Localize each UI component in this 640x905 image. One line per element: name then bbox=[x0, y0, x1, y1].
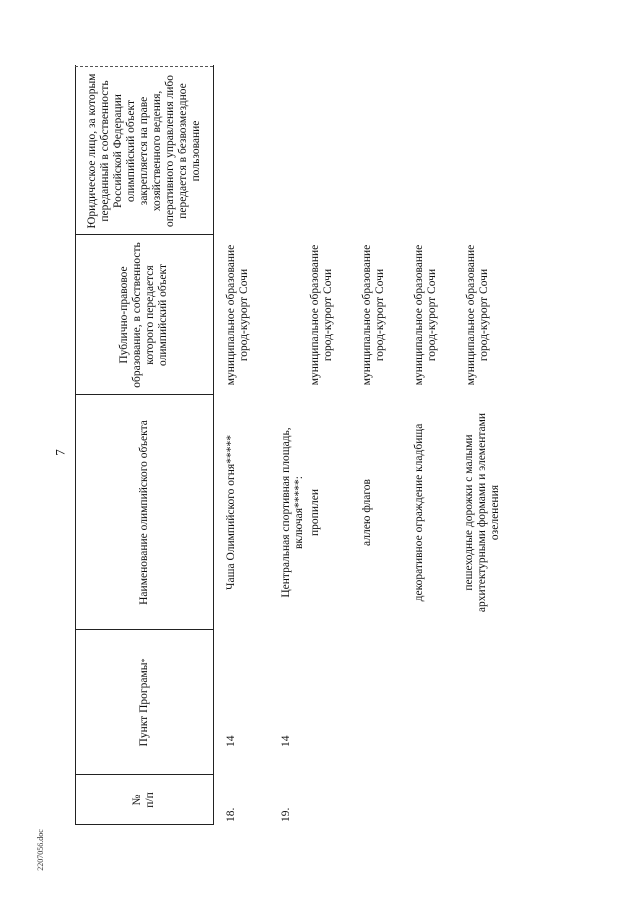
col-divider bbox=[75, 629, 213, 630]
header-num: № п/п bbox=[131, 792, 156, 808]
subitem-entity: муниципальное образование город-курорт Сочи bbox=[413, 244, 438, 386]
header-program-item-label: Пункт Програмы bbox=[137, 662, 150, 747]
col-divider bbox=[75, 394, 213, 395]
header-program-item-sup: * bbox=[139, 658, 149, 663]
header-program-item bbox=[75, 630, 213, 775]
row-18-name: Чаша Олимпийского огня***** bbox=[225, 435, 237, 590]
col-divider bbox=[75, 66, 213, 67]
row-19-item: 14 bbox=[280, 735, 292, 747]
subitem-name: пешеходные дорожки с малыми архитектурными формами и элементами озеленения bbox=[463, 412, 501, 613]
header-object-name: Наименование олимпийского объекта bbox=[137, 420, 150, 605]
col-divider bbox=[75, 234, 213, 235]
header-public-entity: Публично-правовое образование, в собственность которого передается олимпийский объект bbox=[118, 242, 169, 388]
row-18-entity: муниципальное образование город-курорт Сочи bbox=[225, 244, 250, 386]
row-18-num: 18. bbox=[225, 807, 237, 822]
col-divider bbox=[75, 774, 213, 775]
subitem-entity: муниципальное образование город-курорт Сочи bbox=[361, 244, 386, 386]
row-19-name: Центральная спортивная площадь, включая*****: bbox=[280, 427, 305, 598]
page-number: 7 bbox=[52, 449, 68, 456]
row-19-num: 19. bbox=[280, 807, 292, 822]
document-filename: 2207056.doc bbox=[36, 829, 45, 871]
header-bottom-border bbox=[213, 65, 214, 825]
row-18-item: 14 bbox=[225, 735, 237, 747]
header-legal-entity: Юридическое лицо, за которым переданный в собственность Российской Федерации олимпийский объект закрепляется на праве хозяйственного ведения, оперативного управления либо передается в безвозмездное пользование bbox=[85, 73, 202, 229]
col-divider bbox=[75, 824, 213, 825]
subitem-name: пропилеи bbox=[309, 489, 321, 536]
subitem-name: аллею флагов bbox=[361, 479, 373, 546]
table-header-row bbox=[75, 65, 213, 825]
rotated-table bbox=[75, 65, 525, 825]
subitem-entity: муниципальное образование город-курорт Сочи bbox=[465, 244, 490, 386]
subitem-name: декоративное ограждение кладбища bbox=[413, 423, 425, 602]
subitem-entity: муниципальное образование город-курорт Сочи bbox=[309, 244, 334, 386]
